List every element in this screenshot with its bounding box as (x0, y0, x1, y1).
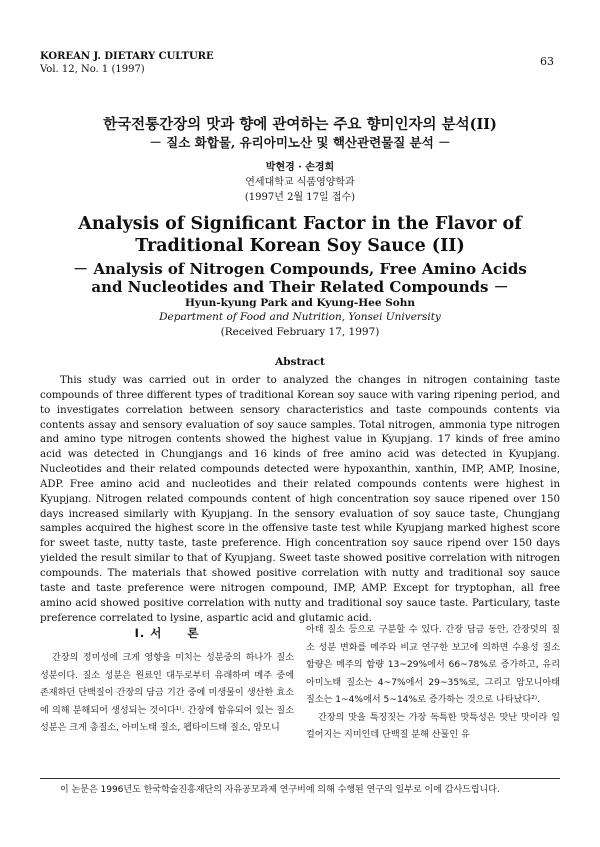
abstract-heading: Abstract (275, 356, 325, 368)
journal-name: KOREAN J. DIETARY CULTURE (40, 51, 214, 62)
english-received-date: (Received February 17, 1997) (220, 326, 380, 338)
funding-footnote: 이 논문은 1996년도 한국학술진흥재단의 자유공모과제 연구비에 의해 수행된 연구의 일부로 이에 감사드립니다. (60, 785, 500, 795)
body-right-column (306, 622, 560, 745)
korean-title: 한국전통간장의 맛과 향에 관여하는 주요 향미인자의 분석(II) (103, 116, 497, 133)
korean-authors: 박현경 · 손경희 (265, 162, 335, 173)
english-department: Department of Food and Nutrition, Yonsei University (159, 311, 441, 323)
korean-subtitle: － 질소 화합물, 유리아미노산 및 핵산관련물질 분석 － (149, 135, 451, 150)
journal-header (40, 50, 214, 76)
journal-volume: Vol. 12, No. 1 (1997) (40, 64, 145, 75)
intro-paragraph-continued: 아태 질소 등으로 구분할 수 있다. 간장 담금 동안, 간장덧의 질소 성분 변화를 메주와 비교 연구한 보고에 의하면 수용성 질소 함량은 메주의 함량 13~29%에서 66~78%로 증가하고, 유리 아미노태 질소는 4~7%에서 29~35%로, 그리고 암모니아태 질소는 1~4%에서 5~14%로 증가하는 것으로 나타났다²⁾. (306, 625, 560, 705)
page-number: 63 (540, 55, 554, 68)
body-left-column (40, 622, 294, 738)
english-subtitle-line2: and Nucleotides and Their Related Compounds － (91, 278, 509, 296)
english-title-line1: Analysis of Significant Factor in the Flavor of (78, 214, 522, 234)
english-title-line2: Traditional Korean Soy Sauce (II) (135, 236, 465, 256)
intro-paragraph-2: 간장의 맛을 특징짓는 가장 독특한 맛특성은 맛난 맛이라 일컬어지는 지미인데 단백질 분해 산물인 유 (306, 712, 560, 740)
abstract-text: This study was carried out in order to analyzed the changes in nitrogen containing taste compounds of three different types of traditional Korean soy sauce with varing ripening period, and to investigates correlation between sensory characteristics and taste compounds contents via contents assay and sensory evaluation of soy sauce samples. Total nitrogen, ammonia type nitrogen and amino type nitrogen contents showed the highest value in Kyupjang. 17 kinds of free amino acid was detected in Chungjangs and 16 kinds of free amino acid was detected in Kyupjang. Nucleotides and their related compounds detected were hypoxanthin, xanthin, IMP, AMP, Inosine, ADP. Free amino acid and nucleotides and their related compounds contents were highest in Kyupjang. Nitrogen related compounds content of high concentration soy sauce ripened over 150 days increased similarly with Kyupjang. In the sensory evaluation of soy sauce taste, Chungjang samples acquired the highest score in the offensive taste test while Kyupjang marked highest score for sweet taste, nutty taste, taste preference. High concentration soy sauce ripend over 150 days yielded the result similar to that of Kyupjang. Sweet taste showed positive correlation with nitrogen compounds. The materials that showed positive correlation with nutty and traditional soy sauce taste and taste preference were nitrogen compound, IMP, AMP. Except for tryptophan, all free amino acid showed positive correlation with nutty and traditional soy sauce taste. Particulary, taste preference correlated to lysine, aspartic acid and glutamic acid. (40, 375, 560, 624)
section-heading-introduction: I. 서 론 (134, 626, 200, 640)
intro-paragraph: 간장의 정미성에 크게 영향을 미치는 성분중의 하나가 질소 성분이다. 질소 성분은 원료인 대두로부터 유래하며 메주 중에 존재하던 단백질이 간장의 담금 기간 중에 미생물이 생산한 효소에 의해 분해되어 생성되는 것이다¹⁾. 간장에 함유되어 있는 질소 성분은 크게 총질소, 아미노태 질소, 펩타이드태 질소, 암모니 (40, 653, 294, 733)
english-authors: Hyun-kyung Park and Kyung-Hee Sohn (184, 297, 416, 309)
korean-received-date: (1997년 2월 17일 접수) (244, 192, 356, 203)
english-subtitle-line1: － Analysis of Nitrogen Compounds, Free Amino Acids (73, 260, 527, 278)
footnote-divider (40, 778, 560, 779)
korean-affiliation: 연세대학교 식품영양학과 (245, 177, 355, 188)
